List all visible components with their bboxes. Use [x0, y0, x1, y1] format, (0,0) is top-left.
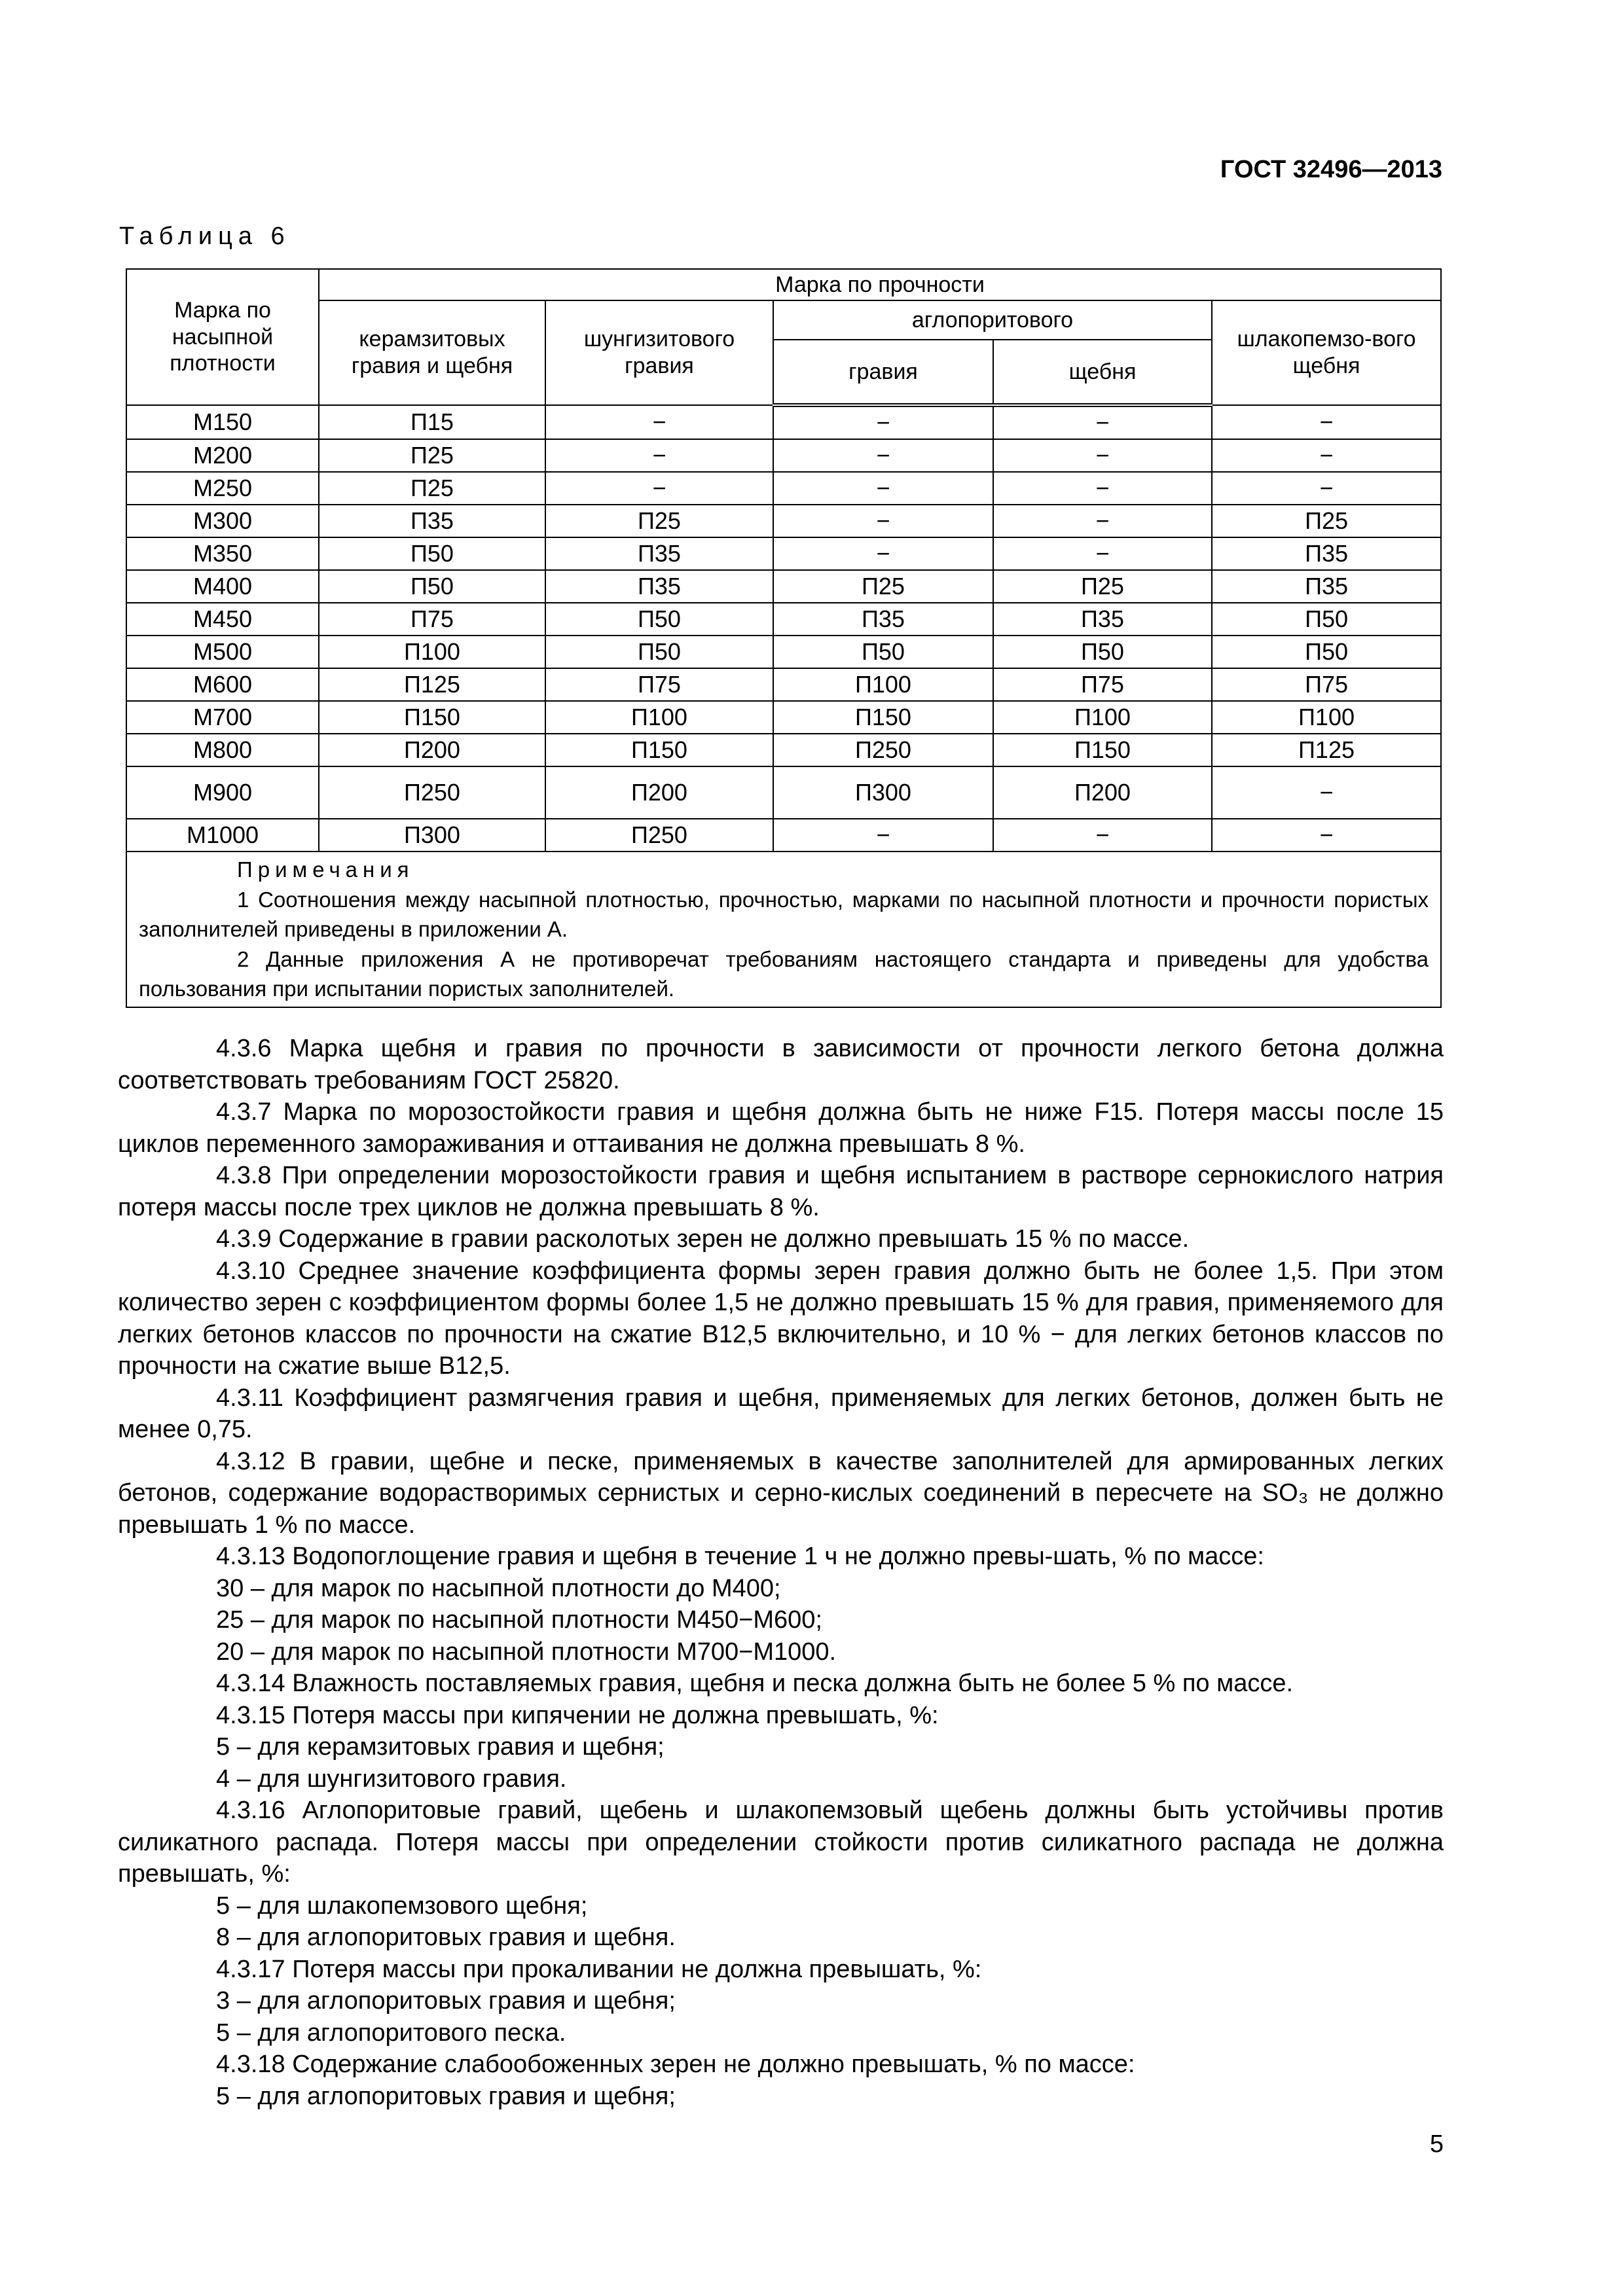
table-cell: П35	[1212, 570, 1441, 603]
table-cell: П200	[545, 766, 773, 819]
list-item: 5 – для аглопоритового песка.	[216, 2018, 566, 2047]
table-cell: П300	[319, 819, 545, 852]
table-cell: М600	[126, 668, 319, 701]
table-row	[126, 505, 1441, 537]
table-cell: −	[1212, 472, 1441, 505]
table-cell: П75	[1212, 668, 1441, 701]
strength-grade-table	[126, 268, 1442, 1008]
table-cell: П100	[319, 636, 545, 668]
table-cell: П35	[993, 603, 1212, 636]
table-cell: П100	[993, 701, 1212, 734]
table-row	[126, 819, 1441, 852]
table-cell: −	[993, 537, 1212, 570]
table-cell: П50	[319, 570, 545, 603]
table-cell: П50	[1212, 636, 1441, 668]
table-cell: П150	[545, 734, 773, 766]
clause-paragraph: 4.3.8 При определении морозостойкости гравия и щебня испытанием в растворе сернокислого натрия потеря массы после трех циклов не должна превышать 8 %.	[118, 1162, 1444, 1221]
table-cell: П35	[545, 537, 773, 570]
clause-paragraph: 4.3.14 Влажность поставляемых гравия, щебня и песка должна быть не более 5 % по массе.	[216, 1670, 1294, 1697]
list-item: 5 – для шлакопемзового щебня;	[216, 1892, 588, 1920]
table-cell: П75	[993, 668, 1212, 701]
list-item: 25 – для марок по насыпной плотности М450−М600;	[216, 1606, 822, 1634]
table-cell: −	[1212, 819, 1441, 852]
table-cell: −	[773, 537, 993, 570]
list-item: 3 – для аглопоритовых гравия и щебня;	[216, 1987, 676, 2015]
note-2: 2 Данные приложения А не противоречат требованиям настоящего стандарта и приведены для удобства пользования при испытании пористых заполнителей.	[139, 946, 1429, 1001]
table-row	[126, 603, 1441, 636]
table-cell: −	[993, 472, 1212, 505]
clause-paragraph: 4.3.15 Потеря массы при кипячении не должна превышать, %:	[216, 1701, 939, 1729]
requirements-text	[118, 1033, 1444, 2112]
table-cell: П35	[545, 570, 773, 603]
table-cell: М300	[126, 505, 319, 537]
table-cell: П250	[545, 819, 773, 852]
table-cell: П150	[773, 701, 993, 734]
table-cell: П25	[545, 505, 773, 537]
table-row	[126, 472, 1441, 505]
table-cell: П50	[545, 636, 773, 668]
table-cell: П50	[545, 603, 773, 636]
header-keramzit: керамзитовых гравия и щебня	[319, 300, 545, 405]
table-cell: П50	[773, 636, 993, 668]
table-cell: −	[1212, 405, 1441, 439]
table-cell: П35	[773, 603, 993, 636]
table-row	[126, 405, 1441, 439]
table-row	[126, 570, 1441, 603]
table-cell: −	[1212, 439, 1441, 472]
table-cell: М1000	[126, 819, 319, 852]
table-cell: П35	[1212, 537, 1441, 570]
table-cell: П15	[319, 405, 545, 439]
table-cell: П25	[993, 570, 1212, 603]
table-row	[126, 701, 1441, 734]
table-cell: −	[545, 405, 773, 439]
table-cell: М200	[126, 439, 319, 472]
clause-paragraph: 4.3.6 Марка щебня и гравия по прочности в зависимости от прочности легкого бетона должна соответствовать требованиям ГОСТ 25820.	[118, 1035, 1444, 1094]
table-cell: П25	[1212, 505, 1441, 537]
header-strength: Марка по прочности	[319, 269, 1441, 300]
table-cell: П100	[545, 701, 773, 734]
header-shungizit: шунгизитового гравия	[545, 300, 773, 405]
table-row	[126, 636, 1441, 668]
table-cell: −	[773, 472, 993, 505]
table-cell: П25	[773, 570, 993, 603]
clause-paragraph: 4.3.10 Среднее значение коэффициента формы зерен гравия должно быть не более 1,5. При этом количество зерен с коэффициентом формы более 1,5 не должно превышать 15 % для гравия, применяемого для легких бетонов классов по прочности на сжатие В12,5 включительно, и 10 % − для легких бетонов классов по прочности на сжатие выше В12,5.	[118, 1257, 1444, 1380]
clause-paragraph: 4.3.12 В гравии, щебне и песке, применяемых в качестве заполнителей для армированных легких бетонов, содержание водорастворимых сернистых и серно-кислых соединений в пересчете на SO₃ не должно превышать 1 % по массе.	[118, 1447, 1444, 1539]
table-cell: П100	[773, 668, 993, 701]
list-item: 20 – для марок по насыпной плотности М700−М1000.	[216, 1638, 837, 1666]
table-cell: П25	[319, 472, 545, 505]
header-gravel: гравия	[773, 340, 993, 405]
table-cell: П50	[1212, 603, 1441, 636]
header-agloporit: аглопоритового	[773, 300, 1212, 340]
table-cell: −	[993, 439, 1212, 472]
clause-paragraph: 4.3.18 Содержание слабообоженных зерен не должно превышать, % по массе:	[216, 2051, 1135, 2078]
table-cell: −	[993, 505, 1212, 537]
table-notes	[126, 852, 1441, 1007]
table-cell: П50	[993, 636, 1212, 668]
table-cell: П75	[319, 603, 545, 636]
table-caption: Таблица 6	[119, 223, 291, 250]
table-cell: −	[993, 405, 1212, 439]
table-cell: −	[773, 439, 993, 472]
table-cell: П200	[319, 734, 545, 766]
header-slag: шлакопемзо-вого щебня	[1212, 300, 1441, 405]
table-cell: П125	[319, 668, 545, 701]
table-cell: П50	[319, 537, 545, 570]
table-cell: М150	[126, 405, 319, 439]
table-row	[126, 766, 1441, 819]
table-cell: П150	[993, 734, 1212, 766]
table-cell: П100	[1212, 701, 1441, 734]
table-cell: −	[773, 819, 993, 852]
table-row	[126, 668, 1441, 701]
list-item: 8 – для аглопоритовых гравия и щебня.	[216, 1924, 676, 1951]
table-cell: М250	[126, 472, 319, 505]
table-cell: −	[993, 819, 1212, 852]
notes-title: Примечания	[237, 857, 414, 882]
table-cell: М500	[126, 636, 319, 668]
table-cell: П125	[1212, 734, 1441, 766]
table-cell: −	[773, 505, 993, 537]
table-cell: П300	[773, 766, 993, 819]
clause-paragraph: 4.3.17 Потеря массы при прокаливании не должна превышать, %:	[216, 1955, 982, 1983]
table-cell: П25	[319, 439, 545, 472]
table-cell: М450	[126, 603, 319, 636]
clause-paragraph: 4.3.13 Водопоглощение гравия и щебня в течение 1 ч не должно превы-шать, % по массе:	[216, 1543, 1264, 1570]
table-row	[126, 439, 1441, 472]
table-cell: П250	[773, 734, 993, 766]
table-cell: −	[545, 439, 773, 472]
document-code: ГОСТ 32496—2013	[1220, 156, 1442, 183]
page-number: 5	[1429, 2130, 1444, 2158]
clause-paragraph: 4.3.11 Коэффициент размягчения гравия и щебня, применяемых для легких бетонов, должен быть не менее 0,75.	[118, 1384, 1444, 1443]
list-item: 30 – для марок по насыпной плотности до М400;	[216, 1574, 781, 1602]
list-item: 4 – для шунгизитового гравия.	[216, 1765, 567, 1793]
table-cell: М900	[126, 766, 319, 819]
table-cell: −	[545, 472, 773, 505]
table-cell: М350	[126, 537, 319, 570]
header-crushed: щебня	[993, 340, 1212, 405]
table-cell: П35	[319, 505, 545, 537]
table-cell: −	[773, 405, 993, 439]
table-row	[126, 734, 1441, 766]
table-cell: М800	[126, 734, 319, 766]
list-item: 5 – для аглопоритовых гравия и щебня;	[216, 2082, 676, 2110]
list-item: 5 – для керамзитовых гравия и щебня;	[216, 1733, 665, 1761]
table-cell: П150	[319, 701, 545, 734]
table-cell: М700	[126, 701, 319, 734]
clause-paragraph: 4.3.9 Содержание в гравии расколотых зерен не должно превышать 15 % по массе.	[216, 1225, 1190, 1253]
clause-paragraph: 4.3.16 Аглопоритовые гравий, щебень и шлакопемзовый щебень должны быть устойчивы против силикатного распада. Потеря массы при определении стойкости против силикатного распада не должна превышать, %:	[118, 1797, 1444, 1888]
table-cell: П250	[319, 766, 545, 819]
header-bulk-density: Марка по насыпной плотности	[126, 269, 319, 405]
table-row	[126, 537, 1441, 570]
table-cell: −	[1212, 766, 1441, 819]
table-cell: М400	[126, 570, 319, 603]
table-cell: П200	[993, 766, 1212, 819]
table-cell: П75	[545, 668, 773, 701]
note-1: 1 Соотношения между насыпной плотностью, прочностью, марками по насыпной плотности и прочности пористых заполнителей приведены в приложении А.	[139, 887, 1429, 942]
clause-paragraph: 4.3.7 Марка по морозостойкости гравия и щебня должна быть не ниже F15. Потеря массы после 15 циклов переменного замораживания и оттаивания не должна превышать 8 %.	[118, 1098, 1444, 1158]
